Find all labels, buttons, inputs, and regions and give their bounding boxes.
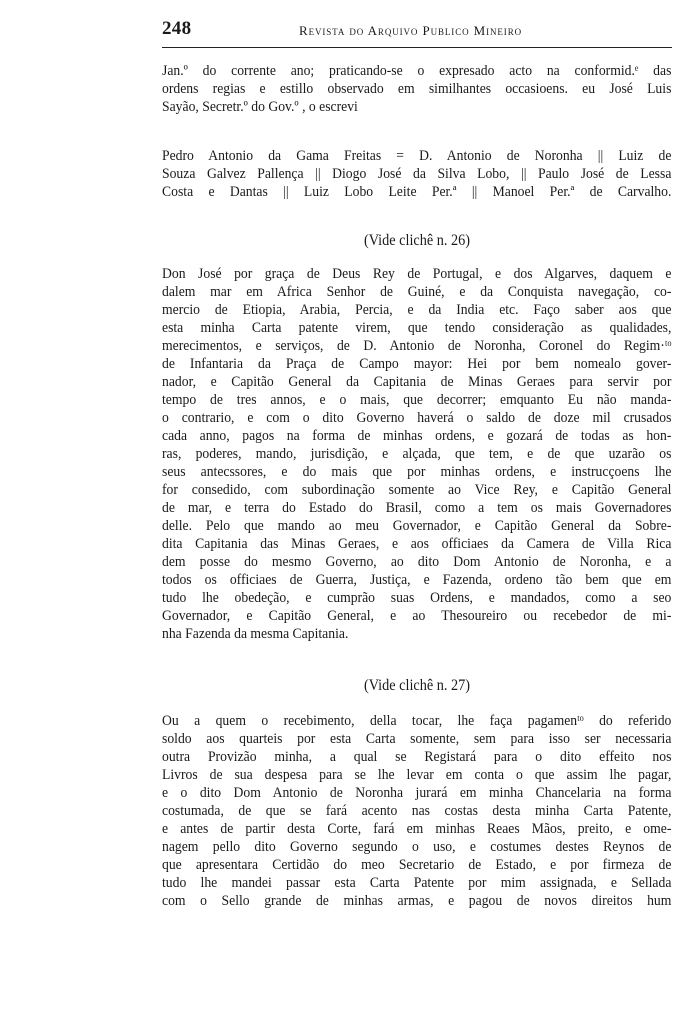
paragraph-3-line: nha Fazenda da mesma Capitania. (162, 625, 349, 642)
paragraph-1-line: ordens regias e estillo observado em similhantes occasioens. eu José Luis (162, 80, 672, 97)
paragraph-3-line: esta minha Carta patente virem, que tendo consideração as qualidades, (162, 319, 672, 336)
paragraph-3-line: seus antecssores, e do mais que por minhas ordens, e instrucçoens lhe (162, 463, 672, 480)
header-rule (162, 47, 672, 48)
paragraph-3-line: for consedido, com subordinação somente ao Vice Rey, e Capitão General (162, 481, 672, 498)
paragraph-4-line: outra Provizão minha, a qual se Registará para o dito effeito nos (162, 748, 672, 765)
paragraph-3-line: tempo de tres annos, e o mais, que decorrer; emquanto Eu não manda- (162, 391, 672, 408)
paragraph-3-line: dem posse do mesmo Governo, ao dito Dom Antonio de Noronha, e a (162, 553, 672, 570)
running-title: Revista do Arquivo Publico Mineiro (299, 23, 522, 38)
paragraph-4-line: Ou a quem o recebimento, della tocar, lhe faça pagamenᵗᵒ do referido (162, 712, 672, 729)
paragraph-1-line: Jan.º do corrente ano; praticando-se o expresado acto na conformid.ᵉ das (162, 62, 672, 79)
page-header (162, 14, 677, 44)
section-heading-cliche-26: (Vide clichê n. 26) (363, 232, 471, 249)
paragraph-4-line: que apresentara Certidão do meo Secretario de Estado, e por firmeza de (162, 856, 672, 873)
paragraph-3-line: nador, e Capitão General da Capitania de Minas Geraes para servir por (162, 373, 672, 390)
paragraph-4-line: costumada, de que se fará acento nas costas desta minha Carta Patente, (162, 802, 672, 819)
paragraph-3-line: cada anno, pagos na forma de minhas ordens, e gozará de todas as hon- (162, 427, 672, 444)
paragraph-2-line: Souza Galvez Pallença || Diogo José da Silva Lobo, || Paulo José de Lessa (162, 165, 672, 182)
paragraph-3-line: de Infantaria da Praça de Campo mayor: Hei por bem nomealo gover- (162, 355, 672, 372)
paragraph-4-line: com o Sello grande de minhas armas, e pagou de novos direitos hum (162, 892, 672, 909)
paragraph-3-line: ras, poderes, mando, jurisdição, e alçada, que tem, e de que uzarão os (162, 445, 672, 462)
paragraph-3-line: Governador, e Capitão General, e ao Thesoureiro ou recebedor de mi- (162, 607, 672, 624)
page-number: 248 (162, 18, 192, 39)
paragraph-4-line: e antes de partir desta Corte, fará em minhas Reaes Mãos, preito, e ome- (162, 820, 672, 837)
section-heading-cliche-27: (Vide clichê n. 27) (363, 677, 471, 694)
paragraph-4-line: Livros de sua despesa para se lhe levar em conta o que assim lhe pagar, (162, 766, 672, 783)
paragraph-3-line: tudo lhe obedeção, e cumprão suas Ordens, e mandados, como a seo (162, 589, 672, 606)
paragraph-4-line: soldo aos quarteis por esta Carta somente, sem para isso ser necessaria (162, 730, 672, 747)
paragraph-4-line: tudo lhe mandei passar esta Carta Patente por mim assignada, e Sellada (162, 874, 672, 891)
paragraph-4-line: nagem pello dito Governo segundo o uso, e costumes destes Reynos de (162, 838, 672, 855)
paragraph-2-line: Pedro Antonio da Gama Freitas = D. Antonio de Noronha || Luiz de (162, 147, 672, 164)
paragraph-3-line: o contrario, e com o dito Governo haverá o saldo de doze mil crusados (162, 409, 672, 426)
paragraph-3-line: Don José por graça de Deus Rey de Portugal, e dos Algarves, daquem e (162, 265, 672, 282)
paragraph-3-line: merecimentos, e serviços, de D. Antonio de Noronha, Coronel do Regim·ᵗᵒ (162, 337, 672, 354)
paragraph-3-line: delle. Pelo que mando ao meu Governador, e Capitão General da Sobre- (162, 517, 672, 534)
paragraph-1-line: Sayão, Secretr.º do Gov.º , o escrevi (162, 98, 358, 115)
paragraph-3-line: de mar, e terra do Estado do Brasil, como a tem os mais Governadores (162, 499, 672, 516)
paragraph-3-line: todos os officiaes de Guerra, Justiça, e Fazenda, ordeno tão bem que em (162, 571, 672, 588)
paragraph-3-line: dita Capitania das Minas Geraes, e aos officiaes da Camera de Villa Rica (162, 535, 672, 552)
paragraph-2-line: Costa e Dantas || Luiz Lobo Leite Per.ª || Manoel Per.ª de Carvalho. (162, 183, 672, 200)
paragraph-4-line: e o dito Dom Antonio de Noronha jurará em minha Chancelaria na forma (162, 784, 672, 801)
paragraph-3-line: dalem mar em Africa Senhor de Guiné, e da Conquista navegação, co- (162, 283, 672, 300)
paragraph-3-line: mercio de Etiopia, Arabia, Percia, e da India etc. Faço saber aos que (162, 301, 672, 318)
